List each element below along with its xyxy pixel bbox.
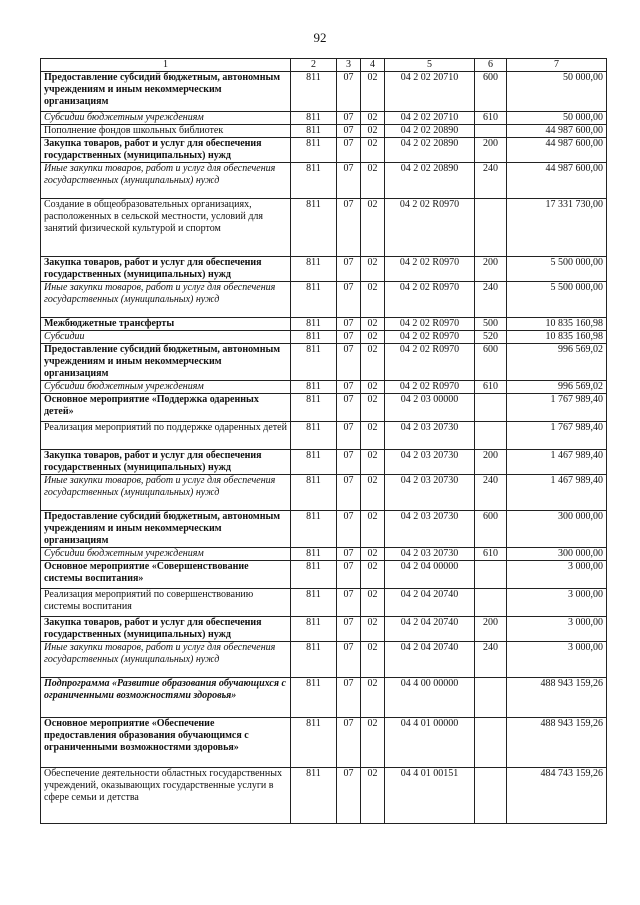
row-section-cell: 07 bbox=[337, 450, 361, 475]
row-target-code-cell: 04 2 04 00000 bbox=[385, 561, 475, 589]
row-name-cell: Подпрограмма «Развитие образования обучающихся с ограниченными возможностями здоровья» bbox=[41, 678, 291, 718]
row-expense-type-cell: 610 bbox=[475, 548, 507, 561]
row-expense-type-cell: 240 bbox=[475, 163, 507, 199]
row-code-cell: 811 bbox=[291, 257, 337, 282]
row-target-code-cell: 04 2 04 20740 bbox=[385, 617, 475, 642]
row-expense-type-cell: 500 bbox=[475, 318, 507, 331]
row-target-code-cell: 04 2 02 R0970 bbox=[385, 257, 475, 282]
row-expense-type-cell: 200 bbox=[475, 617, 507, 642]
row-expense-type-cell bbox=[475, 718, 507, 768]
row-section-cell: 07 bbox=[337, 344, 361, 381]
row-amount-cell: 44 987 600,00 bbox=[507, 163, 607, 199]
row-name-cell: Субсидии bbox=[41, 331, 291, 344]
row-code-cell: 811 bbox=[291, 450, 337, 475]
row-name-cell: Основное мероприятие «Обеспечение предоставления образования обучающимся с ограниченными возможностями здоровья» bbox=[41, 718, 291, 768]
row-subsection-cell: 02 bbox=[361, 125, 385, 138]
row-code-cell: 811 bbox=[291, 318, 337, 331]
row-expense-type-cell: 240 bbox=[475, 475, 507, 511]
row-amount-cell: 10 835 160,98 bbox=[507, 318, 607, 331]
row-target-code-cell: 04 4 01 00000 bbox=[385, 718, 475, 768]
table-row bbox=[41, 199, 607, 257]
row-section-cell: 07 bbox=[337, 163, 361, 199]
row-amount-cell: 996 569,02 bbox=[507, 344, 607, 381]
row-subsection-cell: 02 bbox=[361, 589, 385, 617]
row-section-cell: 07 bbox=[337, 282, 361, 318]
table-header-row bbox=[41, 59, 607, 72]
row-section-cell: 07 bbox=[337, 422, 361, 450]
row-amount-cell: 300 000,00 bbox=[507, 511, 607, 548]
budget-table bbox=[40, 58, 607, 824]
row-target-code-cell: 04 2 03 20730 bbox=[385, 511, 475, 548]
row-amount-cell: 996 569,02 bbox=[507, 381, 607, 394]
row-section-cell: 07 bbox=[337, 138, 361, 163]
row-subsection-cell: 02 bbox=[361, 642, 385, 678]
row-target-code-cell: 04 2 02 20710 bbox=[385, 112, 475, 125]
row-amount-cell: 17 331 730,00 bbox=[507, 199, 607, 257]
row-section-cell: 07 bbox=[337, 199, 361, 257]
row-amount-cell: 50 000,00 bbox=[507, 72, 607, 112]
row-expense-type-cell bbox=[475, 125, 507, 138]
row-amount-cell: 1 767 989,40 bbox=[507, 394, 607, 422]
row-expense-type-cell bbox=[475, 561, 507, 589]
row-subsection-cell: 02 bbox=[361, 331, 385, 344]
row-code-cell: 811 bbox=[291, 381, 337, 394]
row-section-cell: 07 bbox=[337, 589, 361, 617]
row-target-code-cell: 04 4 00 00000 bbox=[385, 678, 475, 718]
row-name-cell: Субсидии бюджетным учреждениям bbox=[41, 548, 291, 561]
row-amount-cell: 300 000,00 bbox=[507, 548, 607, 561]
col-header-5: 5 bbox=[385, 59, 475, 72]
row-section-cell: 07 bbox=[337, 678, 361, 718]
row-code-cell: 811 bbox=[291, 617, 337, 642]
row-name-cell: Закупка товаров, работ и услуг для обеспечения государственных (муниципальных) нужд bbox=[41, 138, 291, 163]
table-row bbox=[41, 450, 607, 475]
row-code-cell: 811 bbox=[291, 561, 337, 589]
row-target-code-cell: 04 2 03 20730 bbox=[385, 450, 475, 475]
row-code-cell: 811 bbox=[291, 125, 337, 138]
row-name-cell: Субсидии бюджетным учреждениям bbox=[41, 112, 291, 125]
row-code-cell: 811 bbox=[291, 718, 337, 768]
row-subsection-cell: 02 bbox=[361, 548, 385, 561]
row-code-cell: 811 bbox=[291, 768, 337, 824]
row-section-cell: 07 bbox=[337, 548, 361, 561]
row-subsection-cell: 02 bbox=[361, 511, 385, 548]
row-name-cell: Предоставление субсидий бюджетным, автономным учреждениям и иным некоммерческим организациям bbox=[41, 344, 291, 381]
col-header-6: 6 bbox=[475, 59, 507, 72]
row-target-code-cell: 04 2 02 20890 bbox=[385, 125, 475, 138]
table-row bbox=[41, 511, 607, 548]
table-row bbox=[41, 331, 607, 344]
table-row bbox=[41, 422, 607, 450]
row-subsection-cell: 02 bbox=[361, 422, 385, 450]
row-subsection-cell: 02 bbox=[361, 72, 385, 112]
row-code-cell: 811 bbox=[291, 678, 337, 718]
row-code-cell: 811 bbox=[291, 394, 337, 422]
row-target-code-cell: 04 2 02 20710 bbox=[385, 72, 475, 112]
row-name-cell: Реализация мероприятий по поддержке одаренных детей bbox=[41, 422, 291, 450]
table-row bbox=[41, 394, 607, 422]
row-amount-cell: 1 767 989,40 bbox=[507, 422, 607, 450]
row-target-code-cell: 04 4 01 00151 bbox=[385, 768, 475, 824]
row-subsection-cell: 02 bbox=[361, 394, 385, 422]
row-section-cell: 07 bbox=[337, 381, 361, 394]
table-row bbox=[41, 112, 607, 125]
row-code-cell: 811 bbox=[291, 511, 337, 548]
row-expense-type-cell: 240 bbox=[475, 642, 507, 678]
col-header-2: 2 bbox=[291, 59, 337, 72]
row-subsection-cell: 02 bbox=[361, 318, 385, 331]
row-expense-type-cell: 520 bbox=[475, 331, 507, 344]
row-name-cell: Закупка товаров, работ и услуг для обеспечения государственных (муниципальных) нужд bbox=[41, 257, 291, 282]
row-amount-cell: 488 943 159,26 bbox=[507, 678, 607, 718]
row-expense-type-cell: 610 bbox=[475, 381, 507, 394]
row-name-cell: Предоставление субсидий бюджетным, автономным учреждениям и иным некоммерческим организациям bbox=[41, 511, 291, 548]
row-name-cell: Иные закупки товаров, работ и услуг для обеспечения государственных (муниципальных) нужд bbox=[41, 163, 291, 199]
row-section-cell: 07 bbox=[337, 112, 361, 125]
row-amount-cell: 44 987 600,00 bbox=[507, 138, 607, 163]
row-subsection-cell: 02 bbox=[361, 475, 385, 511]
row-expense-type-cell bbox=[475, 768, 507, 824]
page-number: 92 bbox=[313, 30, 327, 45]
row-section-cell: 07 bbox=[337, 394, 361, 422]
table-row bbox=[41, 125, 607, 138]
table-row bbox=[41, 617, 607, 642]
row-subsection-cell: 02 bbox=[361, 768, 385, 824]
row-section-cell: 07 bbox=[337, 257, 361, 282]
row-expense-type-cell: 600 bbox=[475, 511, 507, 548]
row-expense-type-cell bbox=[475, 589, 507, 617]
table-body bbox=[41, 72, 607, 824]
row-name-cell: Предоставление субсидий бюджетным, автономным учреждениям и иным некоммерческим организациям bbox=[41, 72, 291, 112]
row-subsection-cell: 02 bbox=[361, 282, 385, 318]
row-expense-type-cell: 600 bbox=[475, 344, 507, 381]
row-subsection-cell: 02 bbox=[361, 199, 385, 257]
col-header-7: 7 bbox=[507, 59, 607, 72]
row-name-cell: Основное мероприятие «Совершенствование системы воспитания» bbox=[41, 561, 291, 589]
table-row bbox=[41, 257, 607, 282]
row-expense-type-cell: 200 bbox=[475, 450, 507, 475]
row-code-cell: 811 bbox=[291, 112, 337, 125]
row-section-cell: 07 bbox=[337, 642, 361, 678]
row-subsection-cell: 02 bbox=[361, 344, 385, 381]
table-row bbox=[41, 561, 607, 589]
row-code-cell: 811 bbox=[291, 199, 337, 257]
row-amount-cell: 5 500 000,00 bbox=[507, 282, 607, 318]
table-row bbox=[41, 718, 607, 768]
row-target-code-cell: 04 2 04 20740 bbox=[385, 589, 475, 617]
row-target-code-cell: 04 2 03 20730 bbox=[385, 475, 475, 511]
table-row bbox=[41, 589, 607, 617]
row-section-cell: 07 bbox=[337, 318, 361, 331]
row-code-cell: 811 bbox=[291, 331, 337, 344]
row-amount-cell: 50 000,00 bbox=[507, 112, 607, 125]
row-subsection-cell: 02 bbox=[361, 163, 385, 199]
row-amount-cell: 484 743 159,26 bbox=[507, 768, 607, 824]
row-section-cell: 07 bbox=[337, 475, 361, 511]
row-code-cell: 811 bbox=[291, 138, 337, 163]
row-name-cell: Создание в общеобразовательных организациях, расположенных в сельской местности, условий для занятий физической культурой и спортом bbox=[41, 199, 291, 257]
table-row bbox=[41, 163, 607, 199]
table-row bbox=[41, 318, 607, 331]
row-amount-cell: 3 000,00 bbox=[507, 617, 607, 642]
col-header-4: 4 bbox=[361, 59, 385, 72]
table-row bbox=[41, 768, 607, 824]
row-target-code-cell: 04 2 02 R0970 bbox=[385, 344, 475, 381]
row-code-cell: 811 bbox=[291, 344, 337, 381]
row-name-cell: Основное мероприятие «Поддержка одаренных детей» bbox=[41, 394, 291, 422]
row-name-cell: Иные закупки товаров, работ и услуг для обеспечения государственных (муниципальных) нужд bbox=[41, 642, 291, 678]
row-expense-type-cell: 240 bbox=[475, 282, 507, 318]
row-target-code-cell: 04 2 03 00000 bbox=[385, 394, 475, 422]
row-target-code-cell: 04 2 02 20890 bbox=[385, 163, 475, 199]
row-amount-cell: 1 467 989,40 bbox=[507, 475, 607, 511]
table-row bbox=[41, 72, 607, 112]
row-amount-cell: 3 000,00 bbox=[507, 642, 607, 678]
row-subsection-cell: 02 bbox=[361, 450, 385, 475]
col-header-3: 3 bbox=[337, 59, 361, 72]
row-expense-type-cell bbox=[475, 678, 507, 718]
row-amount-cell: 3 000,00 bbox=[507, 561, 607, 589]
row-subsection-cell: 02 bbox=[361, 257, 385, 282]
row-subsection-cell: 02 bbox=[361, 678, 385, 718]
row-target-code-cell: 04 2 02 R0970 bbox=[385, 282, 475, 318]
row-target-code-cell: 04 2 02 R0970 bbox=[385, 318, 475, 331]
row-target-code-cell: 04 2 02 R0970 bbox=[385, 199, 475, 257]
row-code-cell: 811 bbox=[291, 163, 337, 199]
row-subsection-cell: 02 bbox=[361, 138, 385, 163]
row-section-cell: 07 bbox=[337, 125, 361, 138]
row-target-code-cell: 04 2 02 R0970 bbox=[385, 331, 475, 344]
row-target-code-cell: 04 2 04 20740 bbox=[385, 642, 475, 678]
row-name-cell: Иные закупки товаров, работ и услуг для обеспечения государственных (муниципальных) нужд bbox=[41, 475, 291, 511]
row-subsection-cell: 02 bbox=[361, 561, 385, 589]
row-code-cell: 811 bbox=[291, 548, 337, 561]
row-amount-cell: 5 500 000,00 bbox=[507, 257, 607, 282]
row-target-code-cell: 04 2 02 20890 bbox=[385, 138, 475, 163]
row-section-cell: 07 bbox=[337, 561, 361, 589]
row-amount-cell: 1 467 989,40 bbox=[507, 450, 607, 475]
row-subsection-cell: 02 bbox=[361, 718, 385, 768]
row-section-cell: 07 bbox=[337, 617, 361, 642]
row-name-cell: Иные закупки товаров, работ и услуг для обеспечения государственных (муниципальных) нужд bbox=[41, 282, 291, 318]
row-subsection-cell: 02 bbox=[361, 381, 385, 394]
table-row bbox=[41, 344, 607, 381]
row-expense-type-cell bbox=[475, 199, 507, 257]
row-section-cell: 07 bbox=[337, 331, 361, 344]
row-amount-cell: 3 000,00 bbox=[507, 589, 607, 617]
row-amount-cell: 488 943 159,26 bbox=[507, 718, 607, 768]
row-expense-type-cell bbox=[475, 422, 507, 450]
col-header-1: 1 bbox=[41, 59, 291, 72]
row-code-cell: 811 bbox=[291, 422, 337, 450]
table-row bbox=[41, 548, 607, 561]
table-row bbox=[41, 642, 607, 678]
row-expense-type-cell: 600 bbox=[475, 72, 507, 112]
row-name-cell: Обеспечение деятельности областных государственных учреждений, оказывающих государственные услуги в сфере семьи и детства bbox=[41, 768, 291, 824]
row-code-cell: 811 bbox=[291, 589, 337, 617]
row-section-cell: 07 bbox=[337, 768, 361, 824]
row-section-cell: 07 bbox=[337, 72, 361, 112]
row-code-cell: 811 bbox=[291, 642, 337, 678]
row-target-code-cell: 04 2 02 R0970 bbox=[385, 381, 475, 394]
row-amount-cell: 44 987 600,00 bbox=[507, 125, 607, 138]
row-name-cell: Пополнение фондов школьных библиотек bbox=[41, 125, 291, 138]
row-expense-type-cell bbox=[475, 394, 507, 422]
row-expense-type-cell: 610 bbox=[475, 112, 507, 125]
row-name-cell: Субсидии бюджетным учреждениям bbox=[41, 381, 291, 394]
row-code-cell: 811 bbox=[291, 72, 337, 112]
table-row bbox=[41, 381, 607, 394]
table-row bbox=[41, 138, 607, 163]
row-name-cell: Реализация мероприятий по совершенствованию системы воспитания bbox=[41, 589, 291, 617]
row-target-code-cell: 04 2 03 20730 bbox=[385, 548, 475, 561]
row-name-cell: Межбюджетные трансферты bbox=[41, 318, 291, 331]
row-subsection-cell: 02 bbox=[361, 617, 385, 642]
row-subsection-cell: 02 bbox=[361, 112, 385, 125]
row-name-cell: Закупка товаров, работ и услуг для обеспечения государственных (муниципальных) нужд bbox=[41, 617, 291, 642]
row-amount-cell: 10 835 160,98 bbox=[507, 331, 607, 344]
table-row bbox=[41, 282, 607, 318]
row-name-cell: Закупка товаров, работ и услуг для обеспечения государственных (муниципальных) нужд bbox=[41, 450, 291, 475]
row-code-cell: 811 bbox=[291, 282, 337, 318]
table-row bbox=[41, 678, 607, 718]
row-expense-type-cell: 200 bbox=[475, 138, 507, 163]
row-section-cell: 07 bbox=[337, 718, 361, 768]
row-code-cell: 811 bbox=[291, 475, 337, 511]
row-target-code-cell: 04 2 03 20730 bbox=[385, 422, 475, 450]
row-expense-type-cell: 200 bbox=[475, 257, 507, 282]
table-row bbox=[41, 475, 607, 511]
row-section-cell: 07 bbox=[337, 511, 361, 548]
